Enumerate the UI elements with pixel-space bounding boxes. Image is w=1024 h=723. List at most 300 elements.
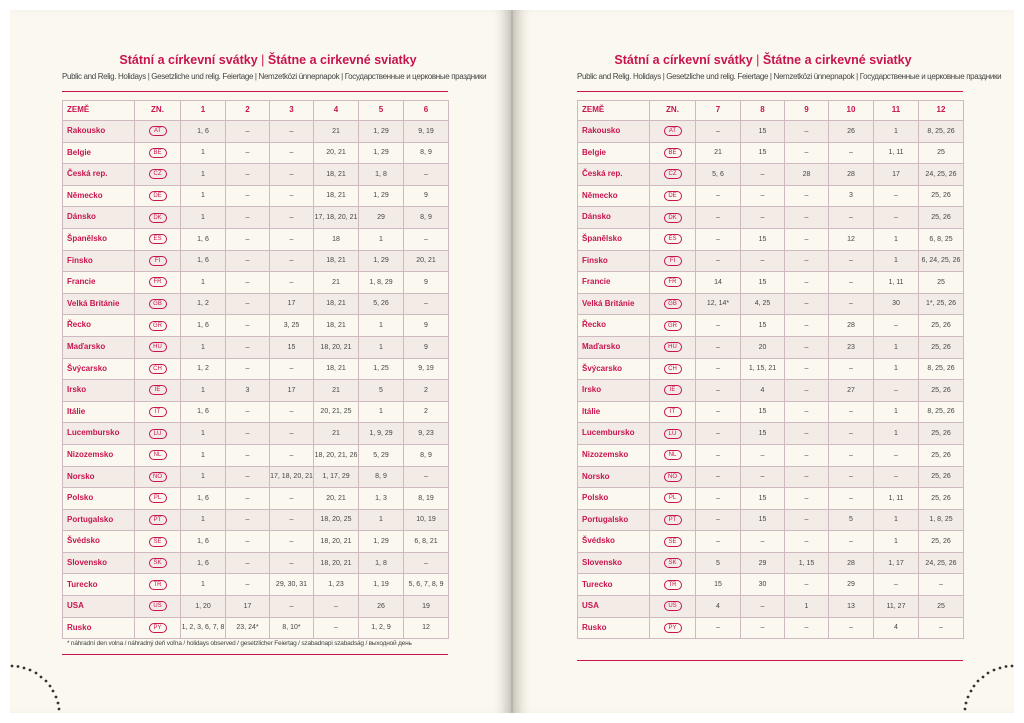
country-name: Portugalsko xyxy=(63,509,135,531)
holiday-dates-cell: 1*, 25, 26 xyxy=(919,293,964,315)
holiday-dates-cell: – xyxy=(696,228,741,250)
country-name: Rusko xyxy=(63,617,135,639)
holiday-dates-cell: 25, 26 xyxy=(919,207,964,229)
holiday-dates-cell: 1, 6 xyxy=(181,121,226,143)
holiday-dates-cell: – xyxy=(270,207,314,229)
country-code-badge: NL xyxy=(664,450,682,460)
holiday-dates-cell: – xyxy=(785,185,829,207)
holiday-dates-cell: 24, 25, 26 xyxy=(919,164,964,186)
country-name: Španělsko xyxy=(578,228,650,250)
country-code-badge: IE xyxy=(664,385,682,395)
country-code-badge: NO xyxy=(149,472,167,482)
holiday-dates-cell: 1, 11 xyxy=(874,488,919,510)
holiday-dates-cell: 29 xyxy=(741,552,785,574)
table-row xyxy=(578,617,964,639)
holiday-dates-cell: – xyxy=(785,336,829,358)
country-name: Švýcarsko xyxy=(63,358,135,380)
holiday-dates-cell: 1 xyxy=(785,596,829,618)
country-code-badge: ES xyxy=(149,234,167,244)
table-row xyxy=(578,272,964,294)
table-row xyxy=(63,336,449,358)
holiday-dates-cell: 15 xyxy=(741,509,785,531)
page-title xyxy=(68,53,468,67)
holiday-dates-cell: 1, 2, 3, 6, 7, 8 xyxy=(181,617,226,639)
holiday-dates-cell: 9 xyxy=(404,315,449,337)
column-header-month: 10 xyxy=(829,101,874,121)
country-name: Maďarsko xyxy=(63,336,135,358)
holiday-table-jul-dec xyxy=(577,100,964,639)
title-slovak: Štátne a cirkevné sviatky xyxy=(762,53,912,67)
table-row xyxy=(578,336,964,358)
holiday-dates-cell: – xyxy=(270,121,314,143)
holiday-dates-cell: 2 xyxy=(404,380,449,402)
holiday-dates-cell: 25, 26 xyxy=(919,423,964,445)
holiday-dates-cell: 8, 9 xyxy=(404,142,449,164)
column-header-month: 2 xyxy=(226,101,270,121)
holiday-dates-cell: 24, 25, 26 xyxy=(919,552,964,574)
table-row xyxy=(578,250,964,272)
holiday-dates-cell: – xyxy=(696,401,741,423)
table-row xyxy=(578,380,964,402)
holiday-dates-cell: – xyxy=(270,401,314,423)
holiday-dates-cell: 25 xyxy=(919,272,964,294)
holiday-dates-cell: – xyxy=(874,574,919,596)
holiday-dates-cell: 18, 21 xyxy=(314,185,359,207)
holiday-dates-cell: – xyxy=(226,185,270,207)
holiday-dates-cell: 18, 20, 21 xyxy=(314,552,359,574)
table-row xyxy=(63,207,449,229)
country-code-cell xyxy=(650,552,696,574)
country-code-cell xyxy=(650,401,696,423)
column-header-month: 6 xyxy=(404,101,449,121)
holiday-dates-cell: – xyxy=(404,228,449,250)
holiday-dates-cell: 9, 19 xyxy=(404,358,449,380)
holiday-dates-cell: – xyxy=(785,358,829,380)
holiday-dates-cell: 17 xyxy=(270,293,314,315)
holiday-dates-cell: 18, 21 xyxy=(314,250,359,272)
title-separator: | xyxy=(756,53,760,67)
country-code-badge: TR xyxy=(664,580,682,590)
holiday-dates-cell: – xyxy=(226,164,270,186)
holiday-dates-cell: 17 xyxy=(270,380,314,402)
holiday-dates-cell: – xyxy=(270,423,314,445)
holiday-dates-cell: – xyxy=(829,617,874,639)
country-name: Lucembursko xyxy=(63,423,135,445)
header-rule xyxy=(62,91,448,92)
holiday-dates-cell: 1 xyxy=(874,531,919,553)
footer-rule xyxy=(62,654,448,655)
table-row xyxy=(578,509,964,531)
country-code-badge: CH xyxy=(149,364,167,374)
holiday-dates-cell: – xyxy=(874,466,919,488)
country-code-cell xyxy=(135,552,181,574)
holiday-dates-cell: 25, 26 xyxy=(919,315,964,337)
holiday-dates-cell: 18, 21 xyxy=(314,293,359,315)
country-code-badge: IT xyxy=(664,407,682,417)
holiday-dates-cell: – xyxy=(226,207,270,229)
country-code-cell xyxy=(135,358,181,380)
holiday-dates-cell: 1, 8 xyxy=(359,552,404,574)
holiday-dates-cell: – xyxy=(270,142,314,164)
holiday-dates-cell: – xyxy=(696,509,741,531)
table-row xyxy=(578,423,964,445)
holiday-dates-cell: 25, 26 xyxy=(919,466,964,488)
holiday-dates-cell: 15 xyxy=(270,336,314,358)
holiday-dates-cell: 30 xyxy=(874,293,919,315)
table-row xyxy=(578,164,964,186)
country-code-badge: DE xyxy=(664,191,682,201)
holiday-dates-cell: 25 xyxy=(919,142,964,164)
country-code-badge: NO xyxy=(664,472,682,482)
country-name: Německo xyxy=(578,185,650,207)
country-name: Řecko xyxy=(578,315,650,337)
country-name: Řecko xyxy=(63,315,135,337)
holiday-dates-cell: – xyxy=(226,358,270,380)
holiday-dates-cell: – xyxy=(226,293,270,315)
table-row xyxy=(63,488,449,510)
holiday-dates-cell: 1, 17, 29 xyxy=(314,466,359,488)
country-code-badge: IT xyxy=(149,407,167,417)
holiday-dates-cell: – xyxy=(696,207,741,229)
column-header-month: 9 xyxy=(785,101,829,121)
country-code-badge: PY xyxy=(149,623,167,633)
holiday-dates-cell: – xyxy=(314,617,359,639)
holiday-dates-cell: 1, 29 xyxy=(359,531,404,553)
holiday-dates-cell: – xyxy=(785,401,829,423)
holiday-dates-cell: 28 xyxy=(829,164,874,186)
country-code-badge: DK xyxy=(149,213,167,223)
holiday-dates-cell: – xyxy=(919,574,964,596)
table-row xyxy=(578,315,964,337)
holiday-dates-cell: 1, 2, 9 xyxy=(359,617,404,639)
holiday-dates-cell: 25, 26 xyxy=(919,336,964,358)
holiday-dates-cell: 12 xyxy=(829,228,874,250)
column-header-month: 7 xyxy=(696,101,741,121)
holiday-dates-cell: 15 xyxy=(696,574,741,596)
country-code-badge: US xyxy=(149,601,167,611)
holiday-dates-cell: – xyxy=(226,142,270,164)
holiday-dates-cell: 13 xyxy=(829,596,874,618)
country-code-cell xyxy=(135,444,181,466)
holiday-dates-cell: 1 xyxy=(181,466,226,488)
holiday-dates-cell: 1, 11 xyxy=(874,142,919,164)
country-code-cell xyxy=(650,207,696,229)
holiday-dates-cell: – xyxy=(226,423,270,445)
holiday-dates-cell: 1 xyxy=(874,358,919,380)
country-code-badge: IE xyxy=(149,385,167,395)
holiday-dates-cell: 15 xyxy=(741,228,785,250)
holiday-table-jan-jun xyxy=(62,100,449,639)
table-row xyxy=(63,293,449,315)
holiday-dates-cell: – xyxy=(829,488,874,510)
country-code-cell xyxy=(650,531,696,553)
holiday-dates-cell: 1, 20 xyxy=(181,596,226,618)
holiday-dates-cell: 1 xyxy=(359,315,404,337)
table-row xyxy=(578,293,964,315)
holiday-dates-cell: – xyxy=(404,293,449,315)
decorative-dot-arc xyxy=(954,660,1014,713)
holiday-dates-cell: – xyxy=(404,164,449,186)
country-name: Slovensko xyxy=(578,552,650,574)
column-header-country: ZEMĚ xyxy=(63,101,135,121)
table-row xyxy=(578,228,964,250)
holiday-dates-cell: 29 xyxy=(359,207,404,229)
title-separator: | xyxy=(261,53,265,67)
holiday-dates-cell: 18, 20, 21, 26 xyxy=(314,444,359,466)
table-row xyxy=(63,272,449,294)
table-row xyxy=(63,531,449,553)
holiday-dates-cell: 4, 25 xyxy=(741,293,785,315)
country-code-badge: FI xyxy=(664,256,682,266)
holiday-dates-cell: 1, 6 xyxy=(181,250,226,272)
table-row xyxy=(578,207,964,229)
left-page xyxy=(10,10,511,713)
holiday-dates-cell: – xyxy=(226,466,270,488)
holiday-dates-cell: 23, 24* xyxy=(226,617,270,639)
holiday-dates-cell: 1, 6 xyxy=(181,401,226,423)
country-name: Nizozemsko xyxy=(578,444,650,466)
holiday-dates-cell: – xyxy=(226,488,270,510)
table-row xyxy=(578,185,964,207)
holiday-dates-cell: 9, 23 xyxy=(404,423,449,445)
country-name: Lucembursko xyxy=(578,423,650,445)
column-header-month: 1 xyxy=(181,101,226,121)
holiday-dates-cell: – xyxy=(829,466,874,488)
holiday-dates-cell: 26 xyxy=(829,121,874,143)
holiday-dates-cell: 29, 30, 31 xyxy=(270,574,314,596)
holiday-dates-cell: – xyxy=(696,488,741,510)
holiday-dates-cell: 18, 20, 25 xyxy=(314,509,359,531)
holiday-dates-cell: – xyxy=(696,121,741,143)
country-code-badge: PL xyxy=(149,493,167,503)
holiday-dates-cell: 29 xyxy=(829,574,874,596)
country-code-badge: AT xyxy=(664,126,682,136)
holiday-dates-cell: – xyxy=(829,142,874,164)
holiday-dates-cell: – xyxy=(270,272,314,294)
country-name: Velká Británie xyxy=(578,293,650,315)
holiday-dates-cell: 1, 19 xyxy=(359,574,404,596)
holiday-dates-cell: 3 xyxy=(829,185,874,207)
holiday-dates-cell: 5 xyxy=(696,552,741,574)
table-row xyxy=(63,617,449,639)
table-row xyxy=(63,228,449,250)
holiday-dates-cell: – xyxy=(741,466,785,488)
holiday-dates-cell: 17 xyxy=(226,596,270,618)
table-row xyxy=(63,315,449,337)
table-row xyxy=(63,596,449,618)
holiday-dates-cell: – xyxy=(270,164,314,186)
country-code-cell xyxy=(135,466,181,488)
holiday-dates-cell: 18, 20, 21 xyxy=(314,336,359,358)
holiday-dates-cell: – xyxy=(829,293,874,315)
holiday-dates-cell: 1 xyxy=(181,272,226,294)
country-name: Itálie xyxy=(63,401,135,423)
holiday-dates-cell: 1, 15 xyxy=(785,552,829,574)
holiday-dates-cell: – xyxy=(741,164,785,186)
holiday-dates-cell: – xyxy=(696,250,741,272)
country-name: Finsko xyxy=(578,250,650,272)
holiday-dates-cell: – xyxy=(270,509,314,531)
country-name: Rakousko xyxy=(63,121,135,143)
holiday-dates-cell: – xyxy=(785,617,829,639)
holiday-dates-cell: 15 xyxy=(741,401,785,423)
holiday-dates-cell: 28 xyxy=(829,552,874,574)
country-code-badge: DE xyxy=(149,191,167,201)
country-code-cell xyxy=(650,380,696,402)
holiday-dates-cell: 1 xyxy=(874,250,919,272)
country-name: Polsko xyxy=(63,488,135,510)
holiday-dates-cell: – xyxy=(226,250,270,272)
country-code-cell xyxy=(135,293,181,315)
country-name: USA xyxy=(63,596,135,618)
holiday-dates-cell: 1, 6 xyxy=(181,488,226,510)
table-row xyxy=(63,401,449,423)
holiday-dates-cell: 1 xyxy=(181,444,226,466)
table-row xyxy=(578,358,964,380)
holiday-dates-cell: – xyxy=(226,444,270,466)
country-code-cell xyxy=(650,358,696,380)
country-code-cell xyxy=(650,596,696,618)
table-row xyxy=(578,488,964,510)
holiday-dates-cell: – xyxy=(785,293,829,315)
holiday-dates-cell: 1 xyxy=(874,401,919,423)
holiday-dates-cell: 15 xyxy=(741,121,785,143)
holiday-dates-cell: – xyxy=(874,185,919,207)
holiday-dates-cell: – xyxy=(785,228,829,250)
country-code-cell xyxy=(650,164,696,186)
country-code-badge: GB xyxy=(664,299,682,309)
holiday-dates-cell: – xyxy=(785,207,829,229)
holiday-dates-cell: 1, 29 xyxy=(359,142,404,164)
country-code-badge: HU xyxy=(664,342,682,352)
holiday-dates-cell: 8, 9 xyxy=(404,444,449,466)
holiday-dates-cell: – xyxy=(226,531,270,553)
country-code-badge: BE xyxy=(149,148,167,158)
holiday-dates-cell: – xyxy=(785,444,829,466)
holiday-dates-cell: 18, 21 xyxy=(314,358,359,380)
holiday-dates-cell: 6, 8, 25 xyxy=(919,228,964,250)
holiday-dates-cell: 1, 23 xyxy=(314,574,359,596)
holiday-dates-cell: 1 xyxy=(359,336,404,358)
country-name: USA xyxy=(578,596,650,618)
table-row xyxy=(63,121,449,143)
country-code-badge: CZ xyxy=(149,169,167,179)
holiday-dates-cell: – xyxy=(785,250,829,272)
holiday-dates-cell: – xyxy=(226,228,270,250)
holiday-dates-cell: 17, 18, 20, 21 xyxy=(314,207,359,229)
column-header-month: 3 xyxy=(270,101,314,121)
holiday-dates-cell: 20, 21 xyxy=(314,488,359,510)
holiday-dates-cell: – xyxy=(741,185,785,207)
holiday-dates-cell: 21 xyxy=(314,272,359,294)
country-name: Velká Británie xyxy=(63,293,135,315)
table-row xyxy=(63,509,449,531)
column-header-month: 12 xyxy=(919,101,964,121)
country-code-cell xyxy=(135,250,181,272)
holiday-dates-cell: 1, 6 xyxy=(181,531,226,553)
title-slovak: Štátne a cirkevné sviatky xyxy=(267,53,417,67)
holiday-dates-cell: – xyxy=(741,596,785,618)
holiday-dates-cell: – xyxy=(829,444,874,466)
country-code-cell xyxy=(135,509,181,531)
country-code-cell xyxy=(650,444,696,466)
country-code-cell xyxy=(650,121,696,143)
holiday-dates-cell: – xyxy=(785,488,829,510)
country-name: Francie xyxy=(578,272,650,294)
table-row xyxy=(578,531,964,553)
country-code-badge: SK xyxy=(664,558,682,568)
country-name: Portugalsko xyxy=(578,509,650,531)
column-header-month: 5 xyxy=(359,101,404,121)
holiday-dates-cell: – xyxy=(785,423,829,445)
country-code-badge: BE xyxy=(664,148,682,158)
country-name: Itálie xyxy=(578,401,650,423)
country-code-cell xyxy=(135,423,181,445)
country-name: Polsko xyxy=(578,488,650,510)
country-name: Německo xyxy=(63,185,135,207)
country-name: Belgie xyxy=(63,142,135,164)
country-name: Norsko xyxy=(63,466,135,488)
holiday-dates-cell: 21 xyxy=(314,380,359,402)
country-code-badge: PY xyxy=(664,623,682,633)
holiday-dates-cell: 1, 2 xyxy=(181,358,226,380)
holiday-dates-cell: 30 xyxy=(741,574,785,596)
holiday-dates-cell: 21 xyxy=(314,423,359,445)
country-name: Irsko xyxy=(63,380,135,402)
holiday-dates-cell: – xyxy=(226,336,270,358)
country-code-badge: LU xyxy=(149,429,167,439)
holiday-dates-cell: 1 xyxy=(181,574,226,596)
holiday-dates-cell: 1 xyxy=(181,509,226,531)
holiday-dates-cell: 1, 15, 21 xyxy=(741,358,785,380)
holiday-dates-cell: – xyxy=(696,617,741,639)
table-row xyxy=(578,444,964,466)
country-name: Maďarsko xyxy=(578,336,650,358)
country-code-cell xyxy=(135,380,181,402)
holiday-dates-cell: 8, 10* xyxy=(270,617,314,639)
holiday-dates-cell: 5, 26 xyxy=(359,293,404,315)
holiday-dates-cell: 5, 6 xyxy=(696,164,741,186)
holiday-dates-cell: 20 xyxy=(741,336,785,358)
column-header-code: ZN. xyxy=(135,101,181,121)
holiday-dates-cell: 1 xyxy=(181,380,226,402)
holiday-dates-cell: 8, 25, 26 xyxy=(919,358,964,380)
holiday-dates-cell: 21 xyxy=(314,121,359,143)
country-code-cell xyxy=(650,315,696,337)
holiday-dates-cell: – xyxy=(226,315,270,337)
country-name: Francie xyxy=(63,272,135,294)
country-name: Švýcarsko xyxy=(578,358,650,380)
table-row xyxy=(578,121,964,143)
holiday-dates-cell: 11, 27 xyxy=(874,596,919,618)
country-code-cell xyxy=(650,488,696,510)
holiday-dates-cell: – xyxy=(874,207,919,229)
holiday-dates-cell: 1 xyxy=(181,336,226,358)
holiday-dates-cell: 1, 25 xyxy=(359,358,404,380)
holiday-dates-cell: 6, 8, 21 xyxy=(404,531,449,553)
country-code-cell xyxy=(135,121,181,143)
country-code-cell xyxy=(135,531,181,553)
country-name: Nizozemsko xyxy=(63,444,135,466)
country-code-badge: DK xyxy=(664,213,682,223)
column-header-month: 11 xyxy=(874,101,919,121)
country-code-cell xyxy=(650,185,696,207)
holiday-dates-cell: 10, 19 xyxy=(404,509,449,531)
country-code-badge: US xyxy=(664,601,682,611)
holiday-dates-cell: 1, 3 xyxy=(359,488,404,510)
holiday-dates-cell: 12 xyxy=(404,617,449,639)
holiday-dates-cell: – xyxy=(785,121,829,143)
